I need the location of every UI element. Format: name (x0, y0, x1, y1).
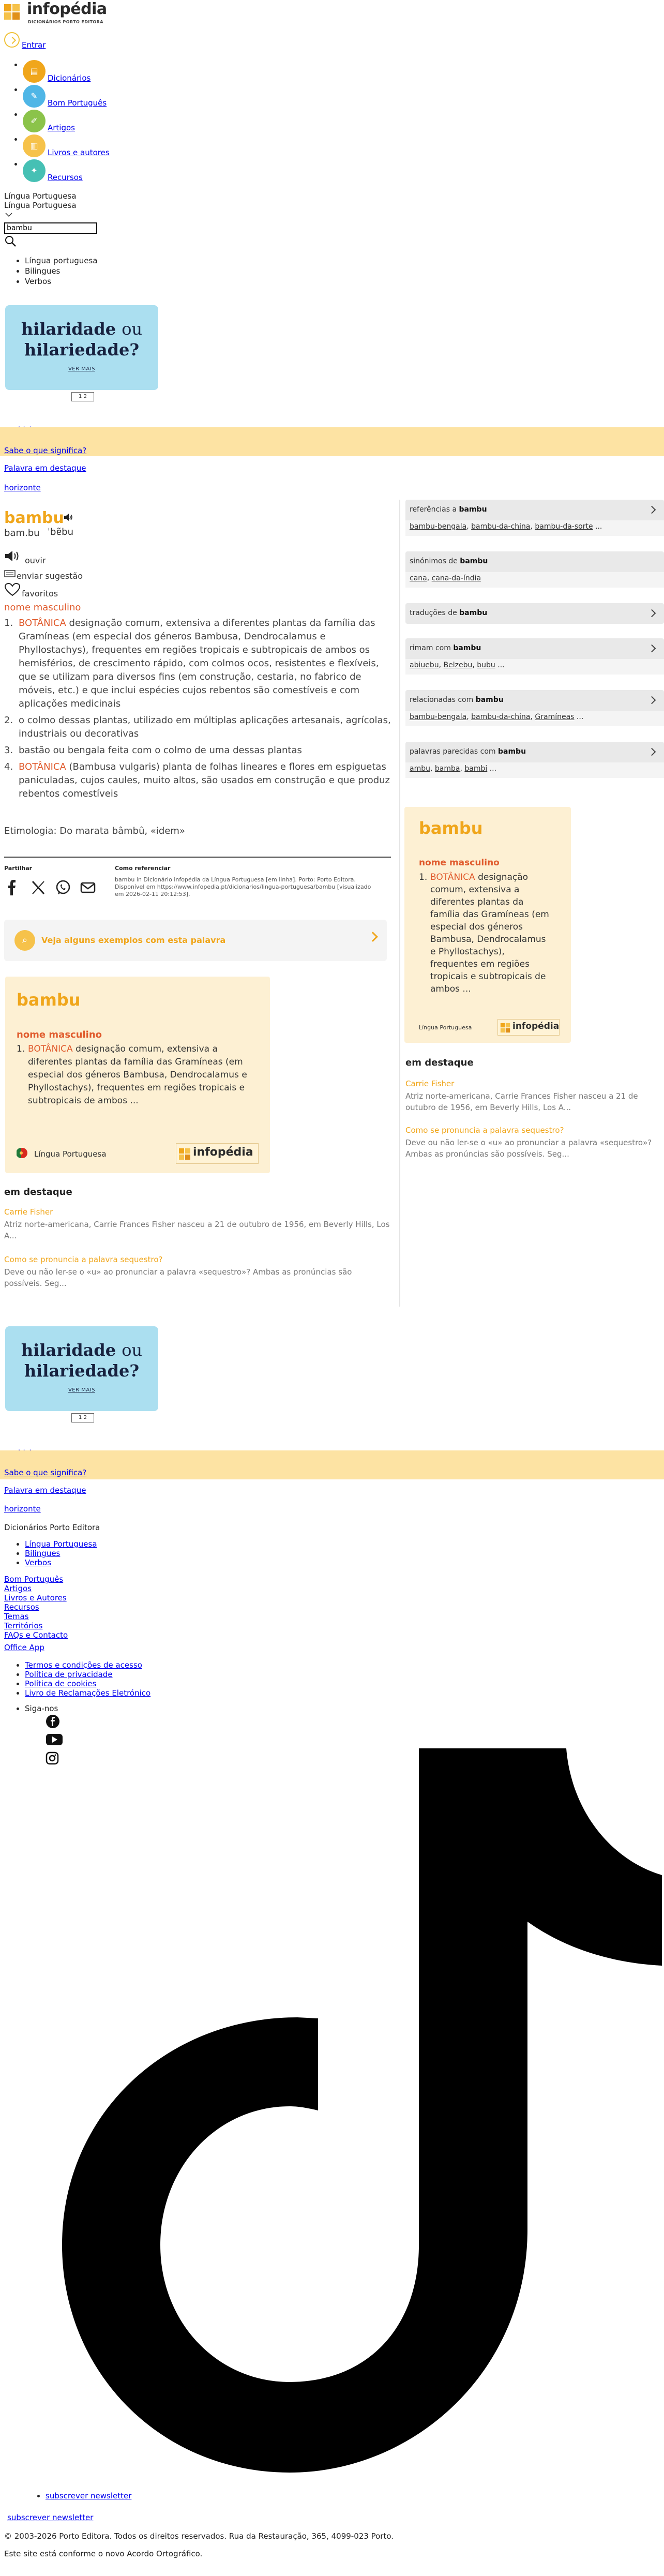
dict-item[interactable]: • Bilingues (25, 266, 98, 276)
featured-text: Atriz norte-americana, Carrie Frances Fisher nasceu a 21 de outubro de 1956, em Beverly Hills, Los A... (4, 1220, 390, 1240)
dictionary-list (25, 256, 98, 287)
footer-link[interactable]: Verbos (25, 1558, 52, 1567)
featured-text: Deve ou não ler-se o «u» ao pronunciar a palavra «sequestro»? Ambas as pronúncias são possíveis. Seg... (4, 1267, 352, 1288)
promo-text: hilaridade ou hilariedade? (21, 319, 143, 360)
sidebar-link[interactable]: Gramíneas (535, 713, 575, 721)
sidebar-link[interactable]: Belzebu (443, 661, 473, 669)
suggest-button[interactable] (4, 568, 108, 580)
card-definition: 1. BOTÂNICA designação comum, extensiva a diferentes plantas da família das Gramíneas (em especial dos géneros Bambusa, Dendrocalamus e Phyllostachys), frequentes em regiões tropicais e subtropicais de ambos ... (17, 1044, 247, 1106)
sidebar-link[interactable]: bambu-da-china (471, 522, 531, 531)
footer-links (4, 1575, 159, 1640)
heart-icon (4, 582, 21, 597)
office-app-link[interactable]: Office App (4, 1643, 44, 1652)
featured-heading: em destaque (4, 1187, 72, 1197)
nav-link-bom-portugues[interactable]: Bom Português (48, 98, 107, 108)
sidebar-box-relacionadas[interactable]: relacionadas com bambu bambu-bengala, bambu-da-china, Gramíneas ... (405, 690, 664, 726)
pronunciation: ˈbɐ̃bu (48, 527, 74, 537)
promo-pager[interactable]: 1 2 (71, 1413, 94, 1422)
footer-link[interactable]: Política de privacidade (25, 1670, 113, 1679)
promo-more-link[interactable]: VER MAIS (68, 366, 96, 372)
book-icon: ▤ (23, 60, 46, 83)
site-logo[interactable] (3, 1, 127, 30)
favorites-button[interactable] (4, 582, 87, 599)
featured-title[interactable]: Como se pronuncia a palavra sequestro? (4, 1255, 163, 1264)
tiktok-icon[interactable] (62, 1748, 662, 2473)
sidebar-box-parecidas[interactable]: palavras parecidas com bambu ambu, bamba, bambi ... (405, 742, 664, 778)
footer-link[interactable]: Artigos (4, 1584, 32, 1593)
featured-text: Atriz norte-americana, Carrie Frances Fisher nasceu a 21 de outubro de 1956, em Beverly Hills, Los A... (405, 1091, 638, 1112)
destaque-link[interactable]: Palavra em destaque (4, 463, 86, 473)
chevron-right-icon (368, 932, 378, 942)
cite-text: bambu in Dicionário infopédia da Língua Portuguesa [em linha]. Porto: Porto Editora. Disponível em https://www.infopedia.pt/dicionarios/lingua-portuguesa/bambu [visualizado em 2026-02-11 20:12:53]. (115, 876, 371, 897)
dict-item[interactable]: • Verbos (25, 276, 98, 287)
card-source: Língua Portuguesa (419, 1024, 472, 1031)
dict-item[interactable]: • Língua portuguesa (25, 256, 98, 266)
footer-brand: Dicionários Porto Editora (4, 1523, 100, 1532)
promo-text: hilaridade ou hilariedade? (21, 1340, 143, 1381)
chevron-down-icon[interactable] (4, 211, 13, 218)
youtube-icon[interactable] (46, 1733, 63, 1746)
promo-banner[interactable] (5, 1326, 158, 1411)
whatsapp-icon[interactable] (55, 879, 71, 896)
nav-link-artigos[interactable]: Artigos (48, 123, 75, 132)
sidebar-link[interactable]: bambu-da-sorte (535, 522, 593, 531)
sabe-band (0, 427, 664, 456)
footer-link[interactable]: Recursos (4, 1602, 39, 1612)
sidebar-box-traducoes[interactable]: traduções de bambu (405, 603, 664, 624)
chevron-right-icon (648, 645, 656, 653)
listen-button[interactable] (4, 548, 66, 564)
definition-item: 1. BOTÂNICA designação comum, extensiva a diferentes plantas da família das Gramíneas (em especial dos géneros Bambusa, Dendrocalamus e Phyllostachys), frequentes em regiões tropicais e subtropicais de ambos os hemisférios, de crescimento rápido, com colmos ocos, resistentes e flexíveis, que se utilizam para diversos fins (em construção, cestaria, no fabrico de móveis, etc.) e que inclui espécies cujos rebentos são comestíveis e com aplicações medicinais (4, 618, 379, 709)
sidebar-box-rimam[interactable]: rimam com bambu abiuebu, Belzebu, bubu ... (405, 638, 664, 675)
footer-link[interactable]: Livro de Reclamações Eletrónico (25, 1688, 151, 1698)
footer-link[interactable]: Temas (4, 1612, 29, 1621)
word-card[interactable] (5, 977, 270, 1173)
horizonte-link[interactable]: horizonte (4, 1504, 41, 1514)
instagram-icon[interactable] (46, 1751, 59, 1765)
login-arrow-icon (4, 32, 20, 48)
featured-heading: em destaque (405, 1057, 474, 1068)
chevron-right-icon (648, 696, 656, 705)
keyboard-icon (4, 569, 16, 578)
login-button[interactable] (4, 32, 46, 50)
footer-link[interactable]: Territórios (4, 1621, 43, 1630)
email-icon[interactable] (80, 879, 96, 896)
card-source: Língua Portuguesa (34, 1149, 107, 1159)
newsletter-list (46, 2491, 131, 2500)
chevron-right-icon (648, 748, 656, 756)
card-logo: infopédia (176, 1143, 259, 1164)
follow-list (25, 1704, 58, 1713)
footer-link[interactable]: Livros e Autores (4, 1593, 67, 1602)
footer-dict-list (25, 1539, 97, 1567)
facebook-icon[interactable] (4, 879, 21, 896)
footer-link[interactable]: Política de cookies (25, 1679, 97, 1688)
sabe-link[interactable]: Sabe o que significa? (4, 446, 87, 455)
chevron-right-icon (648, 609, 656, 618)
side-word-card[interactable] (404, 807, 571, 1043)
definition-item: 3. bastão ou bengala feita com o colmo de uma dessas plantas (4, 745, 302, 756)
logo-mark-icon (178, 1148, 191, 1160)
syllables: bam.bu (4, 528, 40, 538)
facebook-icon[interactable] (46, 1714, 60, 1729)
promo-banner[interactable] (5, 305, 158, 390)
etymology-label: Etimologia: (4, 826, 57, 836)
search-icon[interactable] (4, 235, 17, 247)
definition-domain: BOTÂNICA (19, 618, 66, 628)
listen-label: ouvir (25, 556, 46, 565)
card-definition: 1. BOTÂNICA designação comum, extensiva a diferentes plantas da família das Gramíneas (em especial dos géneros Bambusa, Dendrocalamus e Phyllostachys), frequentes em regiões tropicais e subtropicais de ambos ... (419, 872, 549, 994)
footer-link[interactable]: Bom Português (4, 1575, 64, 1584)
footer-link[interactable]: FAQs e Contacto (4, 1630, 68, 1640)
sidebar-link[interactable]: cana (410, 574, 427, 582)
sabe-band (0, 1450, 664, 1479)
card-word: bambu (17, 990, 81, 1010)
destaque-link[interactable]: Palavra em destaque (4, 1486, 86, 1495)
language-label: Língua Portuguesa (4, 191, 77, 201)
featured-title[interactable]: Como se pronuncia a palavra sequestro? (405, 1126, 564, 1135)
card-grammar: nome masculino (17, 1029, 102, 1040)
sidebar-link[interactable]: bubu (477, 661, 495, 669)
portugal-flag-icon (17, 1147, 28, 1159)
copyright: © 2003-2026 Porto Editora. Todos os direitos reservados. Rua da Restauração, 365, 4099-023 Porto. (4, 2532, 394, 2541)
sidebar-link[interactable]: abiuebu (410, 661, 439, 669)
logo-word: infopédia (27, 0, 107, 18)
footer-link[interactable]: Língua Portuguesa (25, 1539, 97, 1549)
sidebar-link[interactable]: bamba (434, 765, 460, 773)
sidebar-link[interactable]: bambu-bengala (410, 713, 467, 721)
nav-link-dicionarios[interactable]: Dicionários (48, 73, 91, 83)
definition-domain: BOTÂNICA (19, 761, 66, 772)
resources-icon: ✦ (23, 159, 46, 182)
search-input[interactable] (4, 222, 97, 234)
section-divider (4, 857, 391, 858)
etymology (4, 826, 185, 836)
card-grammar: nome masculino (419, 858, 500, 868)
examples-button[interactable] (4, 920, 387, 961)
sidebar-divider (399, 500, 400, 1307)
chevron-right-icon (648, 506, 656, 514)
newsletter-link[interactable]: subscrever newsletter (7, 2513, 94, 2522)
sidebar-link[interactable]: bambu-da-china (471, 713, 531, 721)
card-logo: infopédia (497, 1019, 560, 1036)
card-word: bambu (419, 818, 483, 838)
definition-item: 2. o colmo dessas plantas, utilizado em múltiplas aplicações artesanais, agrícolas, industriais ou decorativas (4, 715, 391, 739)
speaker-icon[interactable] (63, 512, 73, 522)
logo-subtitle: DICIONÁRIOS PORTO EDITORA (28, 20, 103, 24)
sidebar-link[interactable]: cana-da-índia (431, 574, 481, 582)
definitions-list (4, 617, 391, 804)
sidebar-link[interactable]: bambu-bengala (410, 522, 467, 531)
featured-title[interactable]: Carrie Fisher (4, 1207, 53, 1217)
follow-label: • Siga-nos (25, 1704, 58, 1713)
speaker-icon (4, 549, 25, 563)
x-icon[interactable] (30, 879, 47, 896)
sidebar-box-sinonimos[interactable]: sinónimos de bambu cana, cana-da-índia (405, 551, 664, 588)
entry-word: bambu (4, 509, 64, 527)
sidebar-link[interactable]: ambu (410, 765, 430, 773)
promo-more-link[interactable]: VER MAIS (68, 1387, 96, 1393)
sidebar-box-referencias[interactable]: referências a bambu bambu-bengala, bambu-da-china, bambu-da-sorte ... (405, 500, 664, 536)
acordo-ortografico: Este site está conforme o novo Acordo Ortográfico. (4, 2549, 203, 2558)
definition-item: 4. BOTÂNICA (Bambusa vulgaris) planta de folhas lineares e flores em espiguetas paniculadas, cujos caules, muito altos, são usados em construção e que produz rebentos comestíveis (4, 761, 390, 799)
sidebar-link[interactable]: bambi (464, 765, 488, 773)
grammar-class: nome masculino (4, 602, 81, 613)
horizonte-link[interactable]: horizonte (4, 483, 41, 492)
cite-label: Como referenciar (115, 865, 171, 872)
examples-icon: ⌕ (14, 930, 35, 951)
suggest-label: enviar sugestão (17, 571, 83, 581)
quill-icon: ✎ (23, 85, 46, 108)
newsletter-link[interactable]: subscrever newsletter (46, 2491, 132, 2500)
favorites-label: favoritos (22, 589, 58, 598)
logo-mark-icon (500, 1023, 510, 1033)
footer-legal-list (25, 1660, 150, 1698)
login-link[interactable]: Entrar (22, 40, 46, 50)
article-icon: ✐ (23, 110, 46, 132)
logo-mark-icon (3, 2, 24, 23)
books-icon: ▥ (23, 134, 46, 157)
examples-label: Veja alguns exemplos com esta palavra (41, 935, 226, 945)
sabe-link[interactable]: Sabe o que significa? (4, 1468, 87, 1477)
footer-link[interactable]: Bilingues (25, 1549, 61, 1558)
featured-title[interactable]: Carrie Fisher (405, 1079, 455, 1088)
promo-pager[interactable]: 1 2 (71, 392, 94, 401)
nav-link-livros[interactable]: Livros e autores (48, 148, 110, 157)
nav-link-recursos[interactable]: Recursos (48, 173, 83, 182)
featured-text: Deve ou não ler-se o «u» ao pronunciar a palavra «sequestro»? Ambas as pronúncias são possíveis. Seg... (405, 1138, 652, 1159)
share-label: Partilhar (4, 865, 33, 872)
footer-link[interactable]: Termos e condições de acesso (25, 1660, 142, 1670)
etymology-text: Do marata bâmbû, «idem» (59, 826, 185, 836)
language-select[interactable]: Língua Portuguesa (4, 201, 77, 210)
